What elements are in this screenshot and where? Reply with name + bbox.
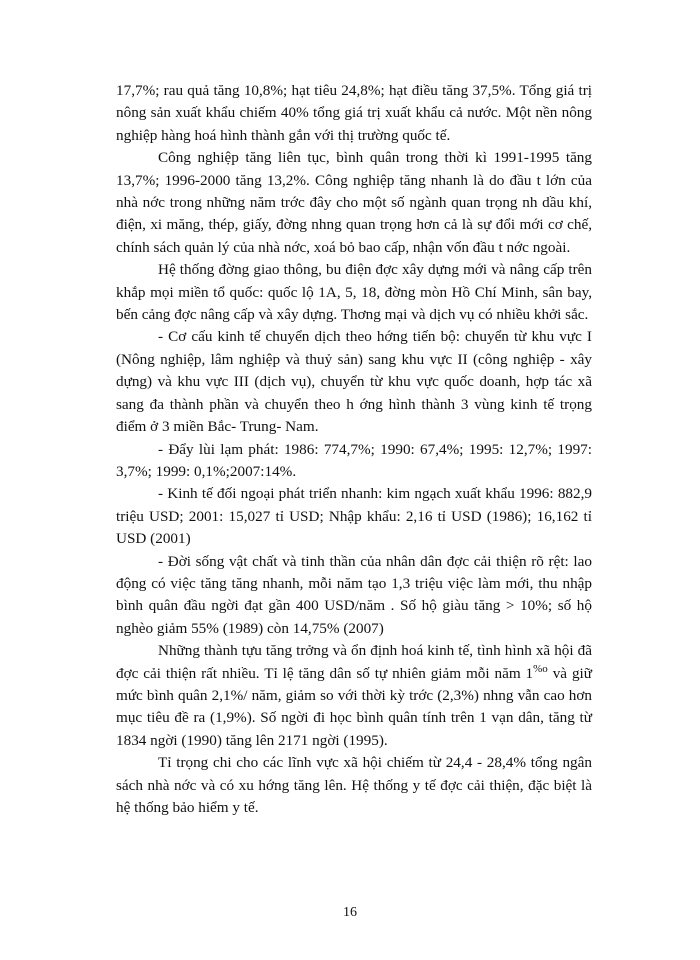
paragraph-7: - Đời sống vật chất và tinh thần của nhân dân đợc cải thiện rõ rệt: lao động có việc tăng tăng nhanh, mỗi năm tạo 1,3 triệu việc làm mới, thu nhập bình quân đầu ngời đạt gần 400 USD/năm . Số hộ giàu tăng > 10%; số hộ nghèo giảm 55% (1989) còn 14,75% (2007) [116, 552, 592, 637]
paragraph-3: Hệ thống đờng giao thông, bu điện đợc xây dựng mới và nâng cấp trên khắp mọi miền tổ quốc: quốc lộ 1A, 5, 18, đờng mòn Hồ Chí Minh, sân bay, bến cảng đợc nâng cấp và xây dựng. Thơng mại và dịch vụ có nhiều khởi sắc. [116, 261, 592, 324]
paragraph-5: - Đẩy lùi lạm phát: 1986: 774,7%; 1990: 67,4%; 1995: 12,7%; 1997: 3,7%; 1999: 0,1%;2007:14%. [116, 440, 592, 480]
document-body [116, 80, 592, 819]
paragraph-2: Công nghiệp tăng liên tục, bình quân trong thời kì 1991-1995 tăng 13,7%; 1996-2000 tăng 13,2%. Công nghiệp tăng nhanh là do đầu t lớn của nhà nớc trong những năm trớc đây cho một số ngành quan trọng nh dầu khí, điện, xi măng, thép, giấy, đờng nhng quan trọng hơn cả là sự đổi mới cơ chế, chính sách quản lý của nhà nớc, xoá bỏ bao cấp, nhận vốn đầu t nớc ngoài. [116, 149, 592, 256]
page-number: 16 [343, 905, 357, 920]
paragraph-8-text-after: và giữ mức bình quân 2,1%/ năm, giảm so với thời kỳ trớc (2,3%) nhng vẫn cao hơn mục tiêu đề ra (1,9%). Số ngời đi học bình quân tính trên 1 vạn dân, tăng từ 1834 ngời (1990) tăng lên 2171 ngời (1995). [116, 664, 592, 749]
paragraph-4: - Cơ cấu kinh tế chuyển dịch theo hớng tiến bộ: chuyển từ khu vực I (Nông nghiệp, lâm nghiệp và thuỷ sản) sang khu vực II (công nghiệp - xây dựng) và khu vực III (dịch vụ), chuyển từ khu vực quốc doanh, hợp tác xã sang đa thành phần và chuyển theo h ớng hình thành 3 vùng kinh tế trọng điểm ở 3 miền Bắc- Trung- Nam. [116, 328, 592, 436]
paragraph-1: 17,7%; rau quả tăng 10,8%; hạt tiêu 24,8%; hạt điều tăng 37,5%. Tổng giá trị nông sản xuất khẩu chiếm 40% tổng giá trị xuất khẩu cả nước. Một nền nông nghiệp hàng hoá hình thành gắn với thị trường quốc tế. [116, 82, 592, 144]
paragraph-8-text-before: Những thành tựu tăng trởng và ổn định hoá kinh tế, tình hình xã hội đã đợc cải thiện rất nhiều. Tỉ lệ tăng dân số tự nhiên giảm mỗi năm 1 [116, 642, 592, 682]
paragraph-9: Tỉ trọng chi cho các lĩnh vực xã hội chiếm từ 24,4 - 28,4% tổng ngân sách nhà nớc và có xu hớng tăng lên. Hệ thống y tế đợc cải thiện, đặc biệt là hệ thống bảo hiểm y tế. [116, 754, 592, 816]
paragraph-8 [116, 640, 592, 752]
permille-superscript: %o [533, 662, 548, 675]
paragraph-6: - Kinh tế đối ngoại phát triển nhanh: kim ngạch xuất khẩu 1996: 882,9 triệu USD; 2001: 15,027 tỉ USD; Nhập khẩu: 2,16 tỉ USD (1986); 16,162 tỉ USD (2001) [116, 485, 592, 548]
